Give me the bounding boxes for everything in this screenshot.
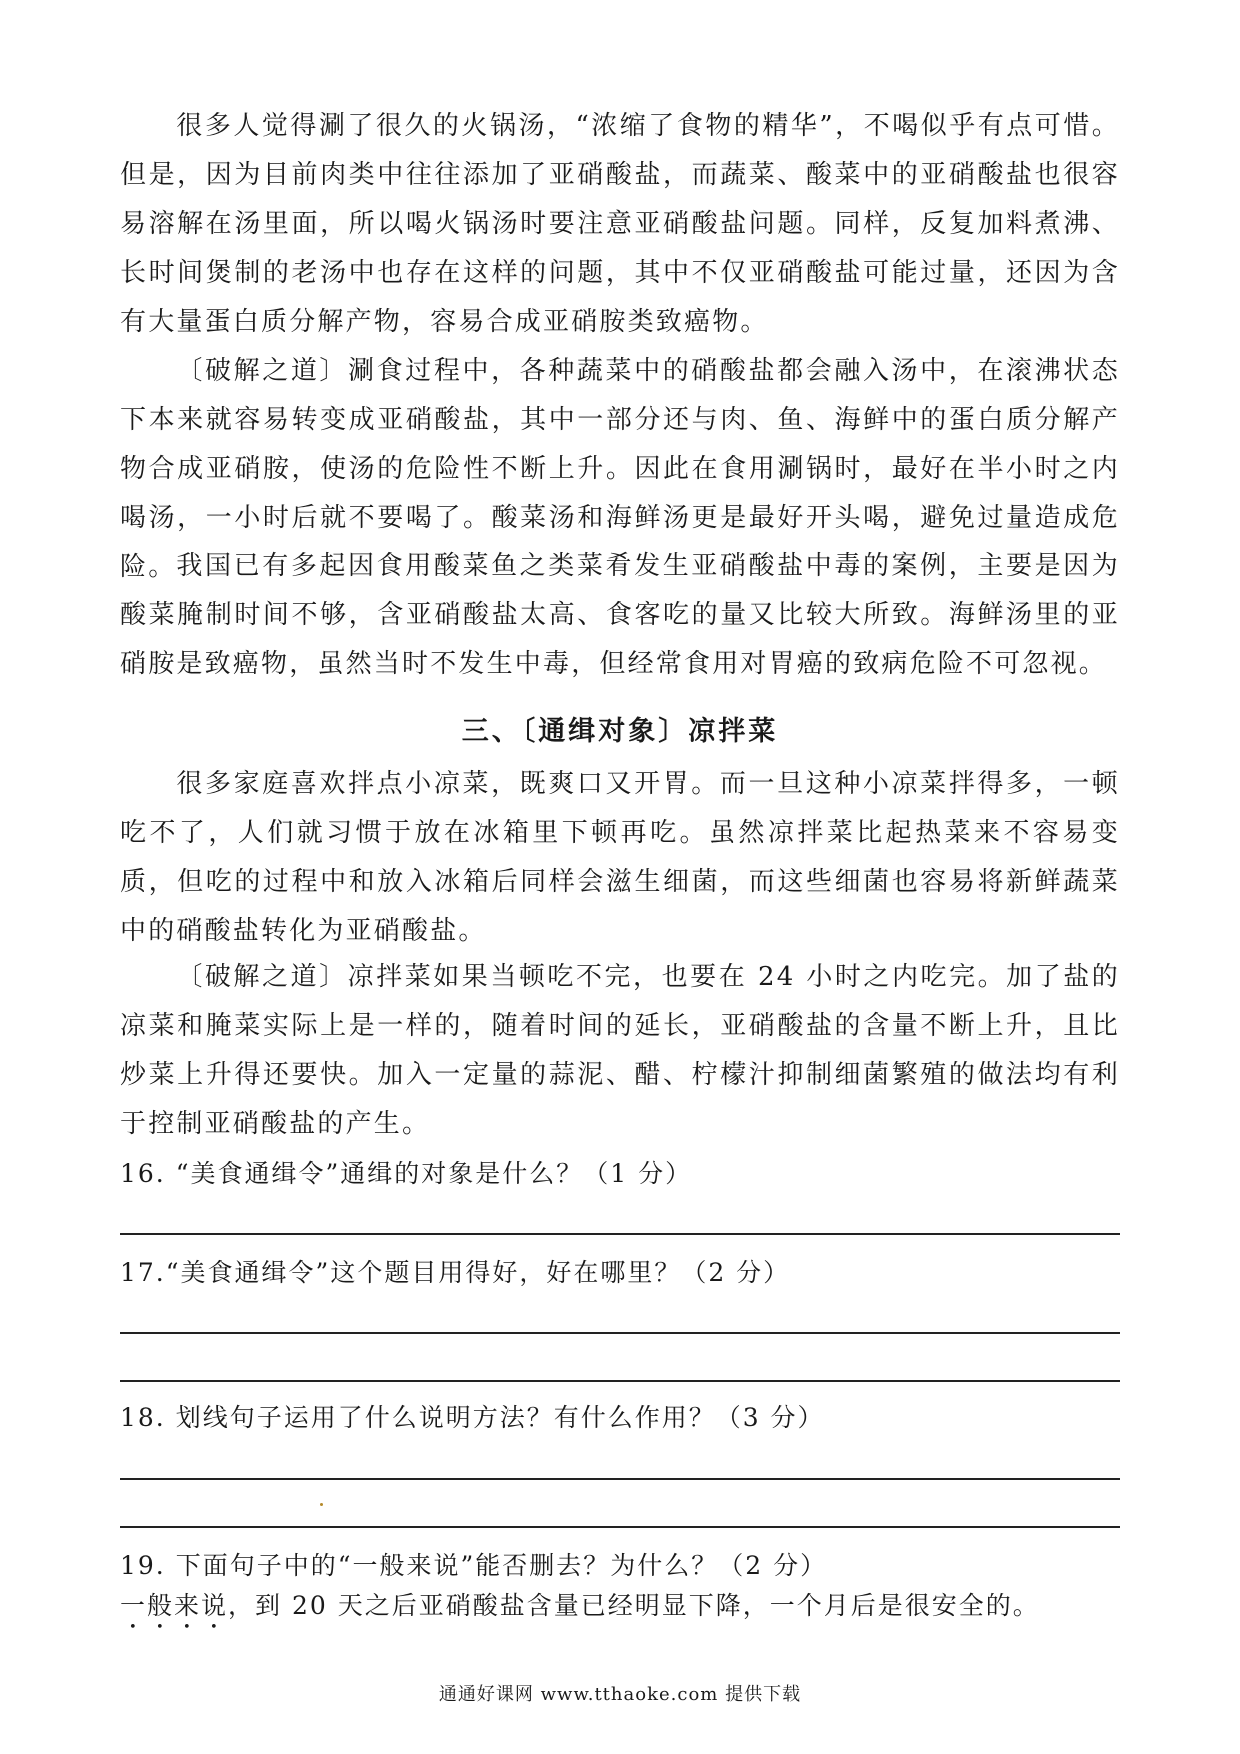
answer-line-17a[interactable] xyxy=(120,1332,1120,1334)
question-19: 19. 下面句子中的“一般来说”能否删去？为什么？（2 分） xyxy=(120,1551,828,1580)
paragraph-solution-cold-dishes xyxy=(120,953,1120,1149)
footer-source: 通通好课网 www.tthaoke.com 提供下载 xyxy=(438,1684,802,1705)
answer-line-17b[interactable] xyxy=(120,1380,1120,1382)
paragraph-cold-dishes xyxy=(120,760,1120,956)
answer-line-16[interactable] xyxy=(120,1233,1120,1235)
paragraph-text: 我国已有多起因食用酸菜鱼之类菜肴发生亚硝酸盐中毒的案例，主要是因为酸菜腌制时间不够，含亚硝酸盐太高、食客吃的量又比较大所致。海鲜汤里的亚硝胺是致癌物，虽然当时不发生中毒，但经常食用对胃癌的致病危险不可忽视。 xyxy=(120,551,1120,679)
section-title: 三、〔通缉对象〕凉拌菜 xyxy=(461,716,779,747)
paragraph-text: 很多人觉得涮了很久的火锅汤，“浓缩了食物的精华”，不喝似乎有点可惜。但是，因为目前肉类中往往添加了亚硝酸盐，而蔬菜、酸菜中的亚硝酸盐也很容易溶解在汤里面，所以喝火锅汤时要注意亚硝酸盐问题。同样，反复加料煮沸、长时间煲制的老汤中也存在这样的问题，其中不仅亚硝酸盐可能过量，还因为含有大量蛋白质分解产物，容易合成亚硝胺类致癌物。 xyxy=(120,111,1120,337)
question-17: 17.“美食通缉令”这个题目用得好，好在哪里？（2 分） xyxy=(120,1258,791,1287)
paragraph-hotpot-soup xyxy=(120,102,1120,347)
emphasized-phrase: 一般来说 xyxy=(120,1591,229,1620)
question-19-sentence xyxy=(120,1588,1120,1635)
sentence-rest: ，到 20 天之后亚硝酸盐含量已经明显下降，一个月后是很安全的。 xyxy=(228,1591,1040,1620)
paragraph-sauerkraut-cases xyxy=(120,542,1120,689)
paragraph-text: 很多家庭喜欢拌点小凉菜，既爽口又开胃。而一旦这种小凉菜拌得多，一顿吃不了，人们就习惯于放在冰箱里下顿再吃。虽然凉拌菜比起热菜来不容易变质，但吃的过程中和放入冰箱后同样会滋生细菌，而这些细菌也容易将新鲜蔬菜中的硝酸盐转化为亚硝酸盐。 xyxy=(120,769,1120,946)
paragraph-text: 〔破解之道〕凉拌菜如果当顿吃不完，也要在 24 小时之内吃完。加了盐的凉菜和腌菜实际上是一样的，随着时间的延长，亚硝酸盐的含量不断上升，且比炒菜上升得还要快。加入一定量的蒜泥、醋、柠檬汁抑制细菌繁殖的做法均有利于控制亚硝酸盐的产生。 xyxy=(120,962,1120,1139)
question-16: 16. “美食通缉令”通缉的对象是什么？（1 分） xyxy=(120,1159,693,1188)
answer-line-18a[interactable] xyxy=(120,1478,1120,1480)
stray-mark xyxy=(320,1503,323,1506)
paragraph-text: 〔破解之道〕涮食过程中，各种蔬菜中的硝酸盐都会融入汤中，在滚沸状态下本来就容易转变成亚硝酸盐，其中一部分还与肉、鱼、海鲜中的蛋白质分解产物合成亚硝胺，使汤的危险性不断上升。因此在食用涮锅时，最好在半小时之内喝汤，一小时后就不要喝了。酸菜汤和海鲜汤更是最好开头喝，避免过量造成危险。 xyxy=(120,356,1120,582)
question-18: 18. 划线句子运用了什么说明方法？有什么作用？（3 分） xyxy=(120,1403,825,1432)
answer-line-18b[interactable] xyxy=(120,1526,1120,1528)
